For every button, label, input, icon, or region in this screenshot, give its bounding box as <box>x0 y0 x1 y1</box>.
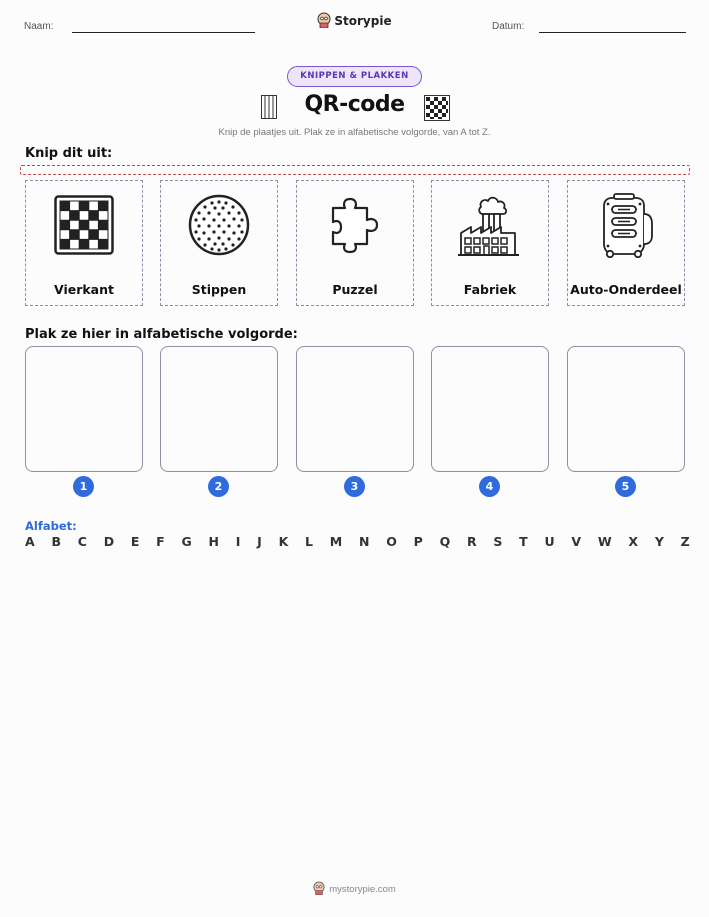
paste-slot[interactable] <box>296 346 414 472</box>
alphabet-letter: Y <box>654 534 664 549</box>
paste-slot[interactable] <box>160 346 278 472</box>
alphabet-letter: D <box>103 534 115 549</box>
alphabet-letter: I <box>235 534 241 549</box>
cutout-card[interactable] <box>431 180 549 306</box>
alphabet-heading: Alfabet: <box>25 519 77 533</box>
card-label: Stippen <box>191 282 247 297</box>
alphabet-letter: U <box>544 534 555 549</box>
paste-heading: Plak ze hier in alfabetische volgorde: <box>25 327 298 342</box>
footer-url[interactable]: mystorypie.com <box>329 884 396 895</box>
cutout-card[interactable] <box>567 180 685 306</box>
slot-number: 5 <box>615 476 636 497</box>
brand-logo <box>0 12 709 31</box>
alphabet-letter: X <box>628 534 639 549</box>
card-label: Vierkant <box>53 282 114 297</box>
slot-number: 3 <box>344 476 365 497</box>
date-line <box>539 32 686 33</box>
alphabet-letter: J <box>257 534 262 549</box>
card-label: Auto-Onderdeel <box>570 282 682 297</box>
alphabet-letter: P <box>413 534 423 549</box>
alphabet-letter: T <box>519 534 528 549</box>
alphabet-letter: V <box>571 534 582 549</box>
qr-pattern-icon <box>424 95 450 125</box>
slot-number: 1 <box>73 476 94 497</box>
card-label: Puzzel <box>332 282 378 297</box>
dots-circle-icon <box>188 194 250 256</box>
alphabet-letter: W <box>597 534 612 549</box>
slot-number: 4 <box>479 476 500 497</box>
page-title: QR-code <box>304 92 405 117</box>
alphabet-letter: Q <box>439 534 451 549</box>
card-label: Fabriek <box>463 282 517 297</box>
puzzle-piece-icon <box>327 196 383 254</box>
alphabet-letter: B <box>51 534 61 549</box>
alphabet-letter: K <box>278 534 289 549</box>
cut-dashed-line <box>20 165 690 175</box>
paste-slot[interactable] <box>25 346 143 472</box>
cutout-card[interactable] <box>25 180 143 306</box>
alphabet-letter: N <box>359 534 370 549</box>
cutout-card[interactable] <box>296 180 414 306</box>
checker-square-icon <box>54 195 114 255</box>
alphabet-letter: O <box>386 534 397 549</box>
alphabet-letter: M <box>329 534 343 549</box>
alphabet-letter: A <box>25 534 35 549</box>
alphabet-row <box>25 534 690 549</box>
alphabet-letter: C <box>77 534 87 549</box>
factory-icon <box>457 193 523 257</box>
storypie-mascot-icon <box>317 12 331 31</box>
cut-heading: Knip dit uit: <box>25 146 113 161</box>
activity-badge: KNIPPEN & PLAKKEN <box>287 66 422 87</box>
alphabet-letter: E <box>130 534 140 549</box>
alphabet-letter: H <box>208 534 219 549</box>
instructions: Knip de plaatjes uit. Plak ze in alfabetische volgorde, van A tot Z. <box>218 127 491 138</box>
car-part-icon <box>598 192 654 258</box>
date-label: Datum: <box>492 21 525 32</box>
alphabet-letter: F <box>156 534 165 549</box>
alphabet-letter: R <box>466 534 477 549</box>
name-line <box>72 32 255 33</box>
storypie-mascot-icon <box>313 881 325 898</box>
alphabet-letter: L <box>305 534 314 549</box>
brand-name: Storypie <box>334 14 392 28</box>
cutout-card[interactable] <box>160 180 278 306</box>
alphabet-letter: Z <box>680 534 690 549</box>
footer <box>0 881 709 898</box>
paste-slot[interactable] <box>431 346 549 472</box>
paste-slot[interactable] <box>567 346 685 472</box>
name-label: Naam: <box>24 21 54 32</box>
alphabet-letter: S <box>493 534 503 549</box>
slot-number: 2 <box>208 476 229 497</box>
alphabet-letter: G <box>181 534 192 549</box>
